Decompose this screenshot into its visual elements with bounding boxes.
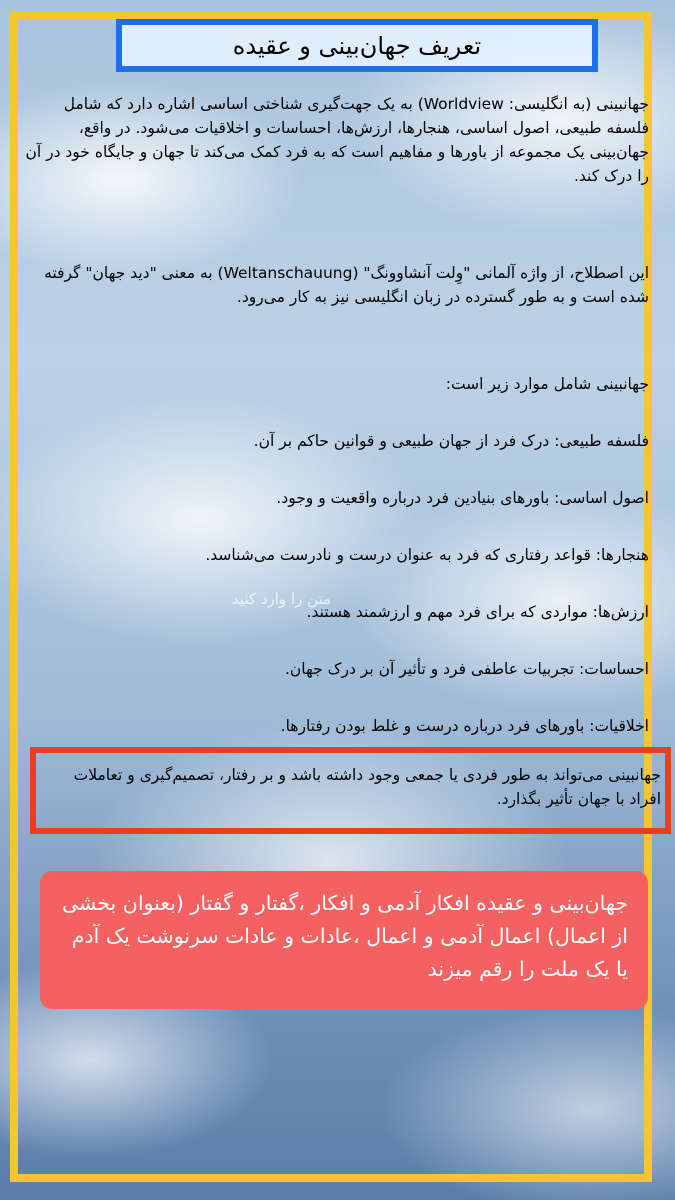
list-intro: جهانبینی شامل موارد زیر است: [445, 375, 649, 393]
list-item: اخلاقیات: باورهای فرد درباره درست و غلط بودن رفتارها. [280, 717, 649, 735]
list-item: احساسات: تجربیات عاطفی فرد و تأثیر آن بر درک جهان. [284, 660, 649, 678]
quote-text: جهان‌بینی و عقیده افکار آدمی و افکار ،گفتار و گفتار (بعنوان بخشی از اعمال) اعمال آدمی و اعمال ،عادات و عادات سرنوشت یک آدم یا یک ملت را رقم میزند [61, 891, 628, 981]
highlight-box [30, 747, 671, 834]
list-item: هنجارها: قواعد رفتاری که فرد به عنوان درست و نادرست می‌شناسد. [205, 546, 649, 564]
quote-box [40, 871, 648, 1009]
term-paragraph: این اصطلاح، از واژه آلمانی "وِلت آنشاوونگ" (Weltanschauung) به معنی "دید جهان" گرفته شده است و به طور گسترده در زبان انگلیسی نیز به کار می‌رود. [44, 264, 649, 306]
list-item: ارزش‌ها: مواردی که برای فرد مهم و ارزشمند هستند. [306, 603, 649, 621]
intro-paragraph: جهانبینی (به انگلیسی: Worldview) به یک جهت‌گیری شناختی اساسی اشاره دارد که شامل فلسفه طبیعی، اصول اساسی، هنجارها، ارزش‌ها، احساسات و اخلاقیات می‌شود. در واقع، جهان‌بینی یک مجموعه از باورها و مفاهیم است که به فرد کمک می‌کند تا جهان و جایگاه خود در آن را درک کند. [25, 95, 649, 185]
placeholder-watermark: متن را وارد کنید [232, 590, 332, 608]
highlight-paragraph: جهانبینی می‌تواند به طور فردی یا جمعی وجود داشته باشد و بر رفتار، تصمیم‌گیری و تعاملات افراد با جهان تأثیر بگذارد. [73, 766, 661, 808]
page-title: تعریف جهان‌بینی و عقیده [232, 31, 482, 60]
title-box [116, 19, 598, 72]
list-item: اصول اساسی: باورهای بنیادین فرد درباره واقعیت و وجود. [276, 489, 649, 507]
list-item: فلسفه طبیعی: درک فرد از جهان طبیعی و قوانین حاکم بر آن. [253, 432, 649, 450]
